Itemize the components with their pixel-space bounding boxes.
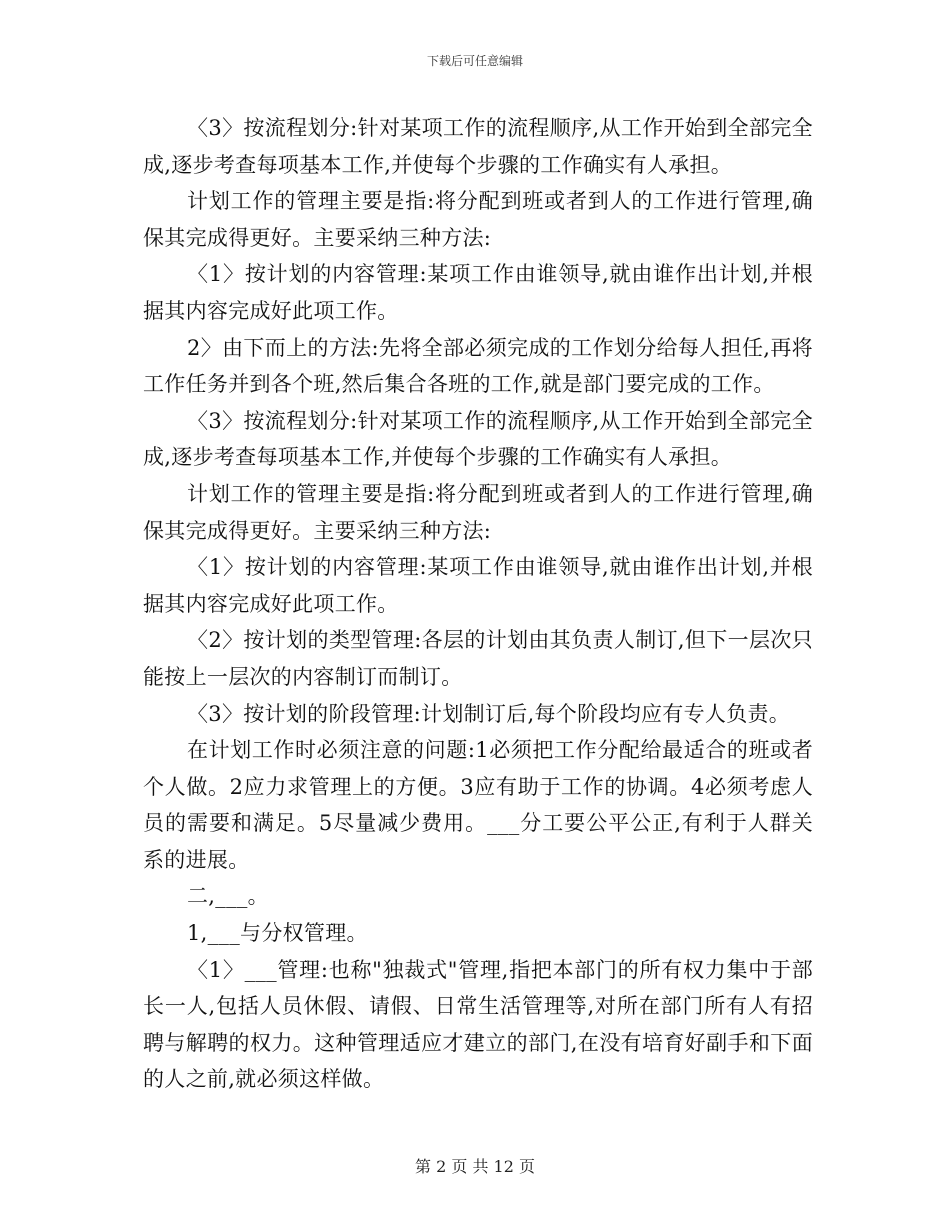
- paragraph: 〈2〉按计划的类型管理:各层的计划由其负责人制订,但下一层次只能按上一层次的内容制订而制订。: [143, 628, 813, 689]
- paragraph: 〈1〉___管理:也称"独裁式"管理,指把本部门的所有权力集中于部长一人,包括人员休假、请假、日常生活管理等,对所在部门所有人有招聘与解聘的权力。这种管理适应才建立的部门,在没有培育好副手和下面的人之前,就必须这样做。: [143, 957, 813, 1092]
- paragraph: 计划工作的管理主要是指:将分配到班或者到人的工作进行管理,确保其完成得更好。主要采纳三种方法:: [143, 481, 813, 543]
- page-header: 下载后可任意编辑: [426, 54, 523, 68]
- paragraph: 计划工作的管理主要是指:将分配到班或者到人的工作进行管理,确保其完成得更好。主要采纳三种方法:: [143, 189, 813, 250]
- paragraph: 在计划工作时必须注意的问题:1必须把工作分配给最适合的班或者个人做。2应力求管理上的方便。3应有助于工作的协调。4必须考虑人员的需要和满足。5尽量减少费用。___分工要公平公正,有利于人群关系的进展。: [143, 738, 813, 872]
- paragraph: 〈3〉按计划的阶段管理:计划制订后,每个阶段均应有专人负责。: [187, 701, 791, 726]
- paragraph: 〈1〉按计划的内容管理:某项工作由谁领导,就由谁作出计划,并根据其内容完成好此项工作。: [143, 555, 813, 616]
- section-heading: 二,___。: [187, 884, 269, 909]
- page-footer: 第 2 页 共 12 页: [415, 1157, 535, 1176]
- paragraph: 2〉由下而上的方法:先将全部必须完成的工作划分给每人担任,再将工作任务并到各个班,然后集合各班的工作,就是部门要完成的工作。: [143, 335, 813, 397]
- document-body: [143, 110, 813, 1098]
- subsection-heading: 1,___与分权管理。: [187, 921, 368, 946]
- paragraph: 〈1〉按计划的内容管理:某项工作由谁领导,就由谁作出计划,并根据其内容完成好此项工作。: [143, 262, 813, 323]
- paragraph: 〈3〉按流程划分:针对某项工作的流程顺序,从工作开始到全部完全成,逐步考查每项基本工作,并使每个步骤的工作确实有人承担。: [143, 408, 813, 470]
- paragraph: 〈3〉按流程划分:针对某项工作的流程顺序,从工作开始到全部完全成,逐步考查每项基本工作,并使每个步骤的工作确实有人承担。: [143, 116, 813, 177]
